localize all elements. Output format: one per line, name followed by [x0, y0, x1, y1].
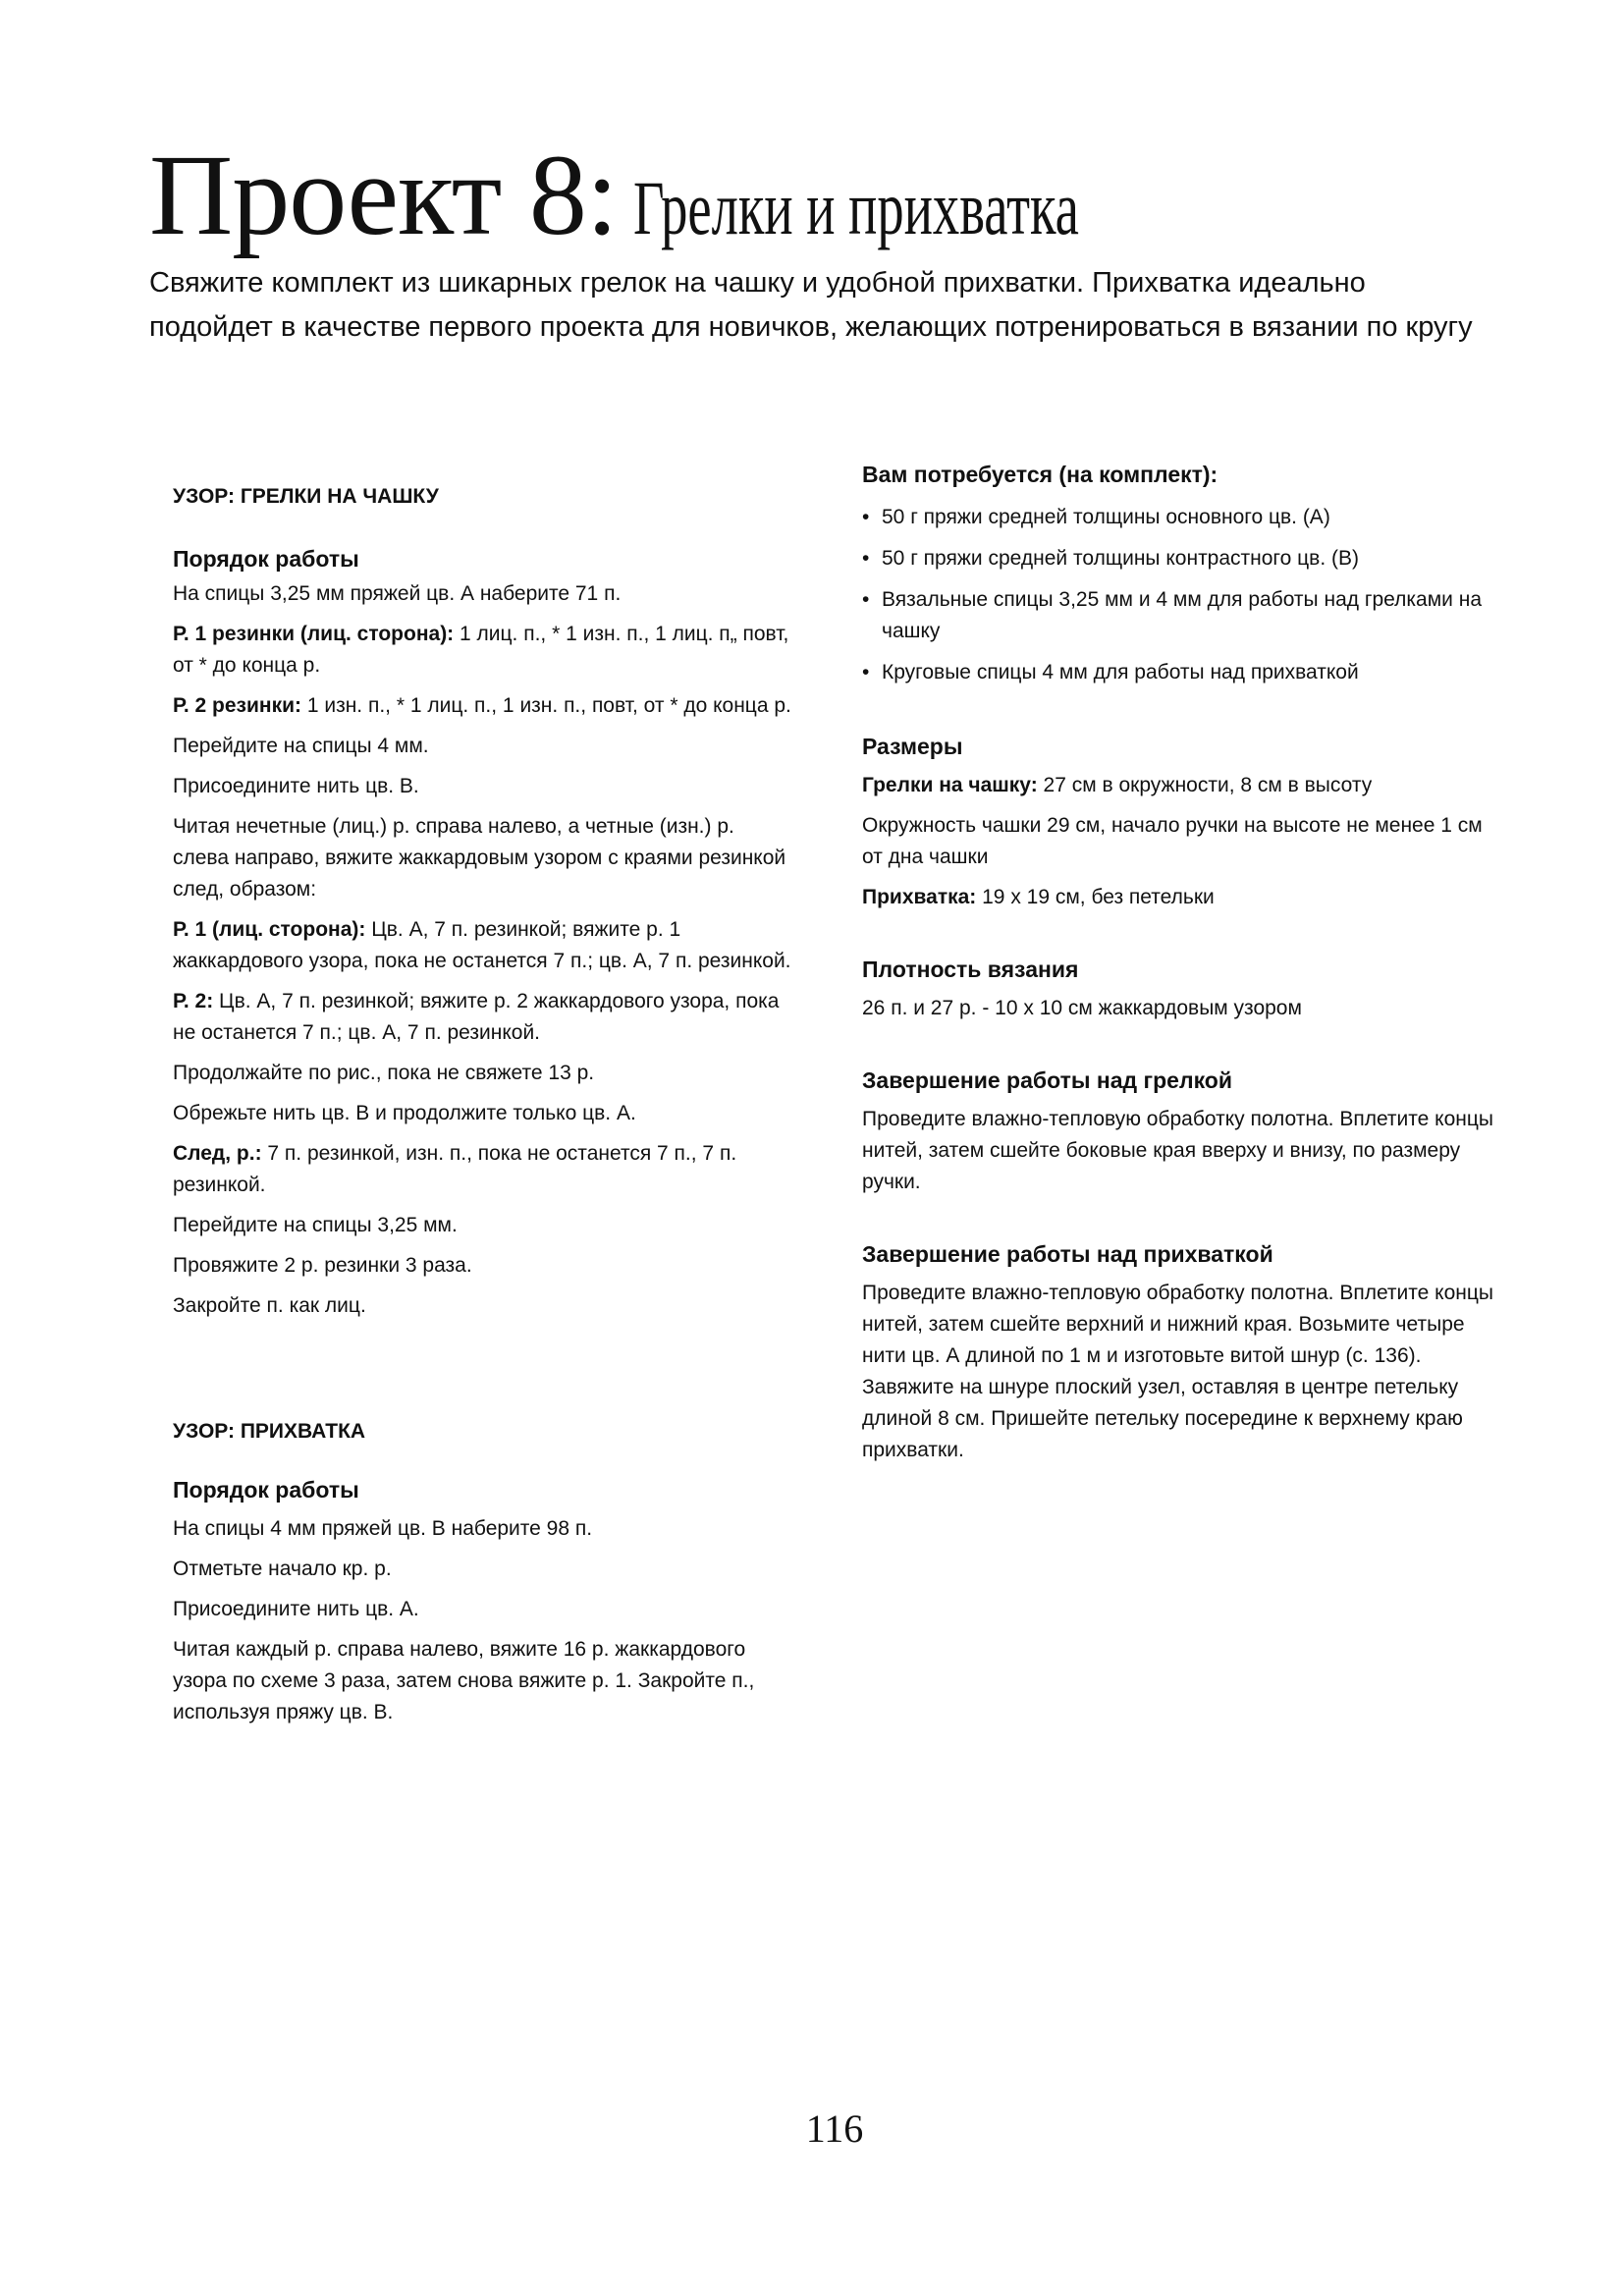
sizes-section: [862, 734, 1500, 913]
cup-step-label: Р. 2:: [173, 990, 214, 1012]
title-main: Проект 8:: [149, 131, 618, 259]
cup-step: [173, 619, 791, 682]
holder-step: На спицы 4 мм пряжей цв. В наберите 98 п.: [173, 1517, 593, 1540]
cup-step: На спицы 3,25 мм пряжей цв. А наберите 71 п.: [173, 582, 622, 605]
materials-section: [862, 462, 1500, 688]
cup-step-text: 1 изн. п., * 1 лиц. п., 1 изн. п., повт, от * до конца р.: [301, 694, 791, 717]
sizes-heading: Размеры: [862, 734, 963, 759]
finish-cup-text: Проведите влажно-тепловую обработку полотна. Вплетите концы нитей, затем сшейте боковые края вверху и внизу, по размеру ручки.: [862, 1108, 1494, 1193]
cup-pattern-section: [173, 485, 791, 1322]
cup-step-text: Цв. А, 7 п. резинкой; вяжите р. 1 жаккардового узора, пока не останется 7 п.; цв. А, 7 п. резинкой.: [173, 918, 791, 972]
size-text: 27 см в окружности, 8 см в высоту: [1037, 774, 1373, 796]
size-text: 19 х 19 см, без петельки: [976, 886, 1215, 908]
cup-step: Присоедините нить цв. В.: [173, 775, 419, 797]
finish-cup-heading: Завершение работы над грелкой: [862, 1067, 1232, 1093]
cup-step: Обрежьте нить цв. В и продолжите только цв. А.: [173, 1102, 636, 1124]
size-line: [862, 770, 1500, 801]
cup-step-text: 1 лиц. п., * 1 изн. п., 1 лиц. п„ повт, от * до конца р.: [173, 623, 789, 677]
gauge-text: 26 п. и 27 р. - 10 х 10 см жаккардовым узором: [862, 997, 1302, 1019]
size-label: Прихватка:: [862, 886, 977, 908]
finish-holder-text: Проведите влажно-тепловую обработку полотна. Вплетите концы нитей, затем сшейте верхний и нижний края. Возьмите четыре нити цв. А длиной по 1 м и изготовьте витой шнур (с. 136). Завяжите на шнуре плоский узел, оставляя в центре петельку длиной 8 см. Пришейте петельку посередине к верхнему краю прихватки.: [862, 1282, 1494, 1461]
cup-step: [173, 986, 791, 1049]
finish-cup-section: [862, 1067, 1500, 1198]
gauge-heading: Плотность вязания: [862, 957, 1079, 982]
gauge-section: [862, 957, 1500, 1024]
cup-step: Закройте п. как лиц.: [173, 1294, 366, 1317]
holder-step: Присоедините нить цв. А.: [173, 1598, 419, 1620]
finish-holder-heading: Завершение работы над прихваткой: [862, 1241, 1273, 1267]
cup-step: Продолжайте по рис., пока не свяжете 13 р.: [173, 1062, 595, 1084]
cup-step: Перейдите на спицы 4 мм.: [173, 735, 429, 757]
size-line: Окружность чашки 29 см, начало ручки на высоте не менее 1 см от дна чашки: [862, 814, 1483, 868]
page-title: [149, 131, 1270, 259]
materials-list: [862, 502, 1500, 688]
materials-heading: Вам потребуется (на комплект):: [862, 462, 1218, 487]
finish-holder-section: [862, 1241, 1500, 1466]
size-label: Грелки на чашку:: [862, 774, 1038, 796]
cup-step-text: Цв. А, 7 п. резинкой; вяжите р. 2 жаккардового узора, пока не останется 7 п.; цв. А, 7 п. резинкой.: [173, 990, 780, 1044]
right-column: [862, 462, 1500, 1475]
cup-step: Перейдите на спицы 3,25 мм.: [173, 1214, 458, 1236]
cup-step-label: Р. 1 резинки (лиц. сторона):: [173, 623, 455, 645]
list-item: • 50 г пряжи средней толщины контрастного цв. (В): [862, 543, 1500, 574]
list-item: • Вязальные спицы 3,25 мм и 4 мм для работы над грелками на чашку: [862, 584, 1500, 647]
holder-pattern-section: [173, 1420, 791, 1728]
cup-step: [173, 690, 791, 722]
cup-order-heading: Порядок работы: [173, 546, 359, 572]
cup-step-label: Р. 2 резинки:: [173, 694, 301, 717]
holder-step: Отметьте начало кр. р.: [173, 1558, 392, 1580]
page-number: 116: [805, 2106, 864, 2151]
cup-step-text: 7 п. резинкой, изн. п., пока не останется 7 п., 7 п. резинкой.: [173, 1142, 737, 1196]
holder-pattern-caption: УЗОР: ПРИХВАТКА: [173, 1420, 366, 1443]
list-item: • Круговые спицы 4 мм для работы над прихваткой: [862, 657, 1500, 688]
cup-step-label: След, р.:: [173, 1142, 262, 1165]
holder-order-heading: Порядок работы: [173, 1477, 359, 1503]
cup-step: Читая нечетные (лиц.) р. справа налево, а четные (изн.) р. слева направо, вяжите жаккардовым узором с краями резинкой след, образом:: [173, 815, 786, 901]
cup-step-label: Р. 1 (лиц. сторона):: [173, 918, 366, 941]
title-sub: Грелки и прихватка: [632, 165, 1079, 250]
cup-step: Провяжите 2 р. резинки 3 раза.: [173, 1254, 472, 1277]
size-line: [862, 882, 1500, 913]
cup-step: [173, 1138, 791, 1201]
intro-paragraph: Свяжите комплект из шикарных грелок на чашку и удобной прихватки. Прихватка идеально подойдет в качестве первого проекта для новичков, желающих потренироваться в вязании по кругу: [149, 267, 1473, 343]
cup-pattern-caption: УЗОР: ГРЕЛКИ НА ЧАШКУ: [173, 485, 439, 508]
cup-step: [173, 914, 791, 977]
holder-step: Читая каждый р. справа налево, вяжите 16 р. жаккардового узора по схеме 3 раза, затем снова вяжите р. 1. Закройте п., используя пряжу цв. В.: [173, 1638, 755, 1723]
list-item: • 50 г пряжи средней толщины основного цв. (А): [862, 502, 1500, 533]
left-column: [173, 485, 791, 1737]
